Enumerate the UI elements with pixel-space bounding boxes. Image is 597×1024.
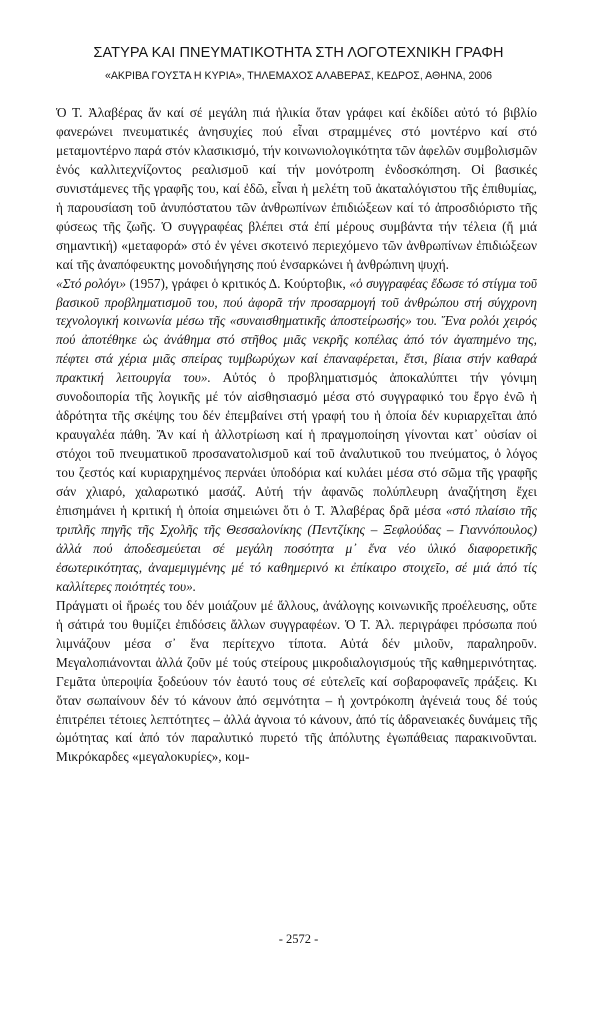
article-body <box>56 104 537 767</box>
running-header <box>40 44 557 84</box>
text-run: Πράγματι οἱ ἥρωές του δέν μοιάζουν μέ ἄλλους, ἀνάλογης κοινωνικῆς προέλευσης, οὔτε ἡ σάτιρά του θυμίζει ἐπιδόσεις ἄλλων συγγραφέων. Ὁ Τ. Ἀλ. περιγράφει πρόσωπα πού λιμνάζουν μέσα σ᾽ ἕνα περίτεχνο τίποτα. Αὐτά δέν μιλοῦν, παραληροῦν. Μεγαλοπιάνονται ἀλλά ζοῦν μέ τούς στείρους μικροδιαλογισμούς τῆς καθημερινότητας. Γεμᾶτα ὑπεροψία ξοδεύουν τόν ἑαυτό τους σέ εὐτελεῖς καί σοβαροφανεῖς πράξεις. Κι ὅταν σωπαίνουν δέν τό κάνουν ἀπό σεμνότητα – ἡ χοντρόκοπη ἀγένειά τους δέ τούς ἐπιτρέπει τέτοιες λεπτότητες – ἀλλά ἀγνοια τό κάνουν, ἀπό τίς ἀδρανειακές δυνάμεις τῆς ὠμότητας καί ἀπό τόν παραλυτικό πυρετό τῆς ἀπόλυτης ἐγωπάθειας παρακινοῦνται. Μικρόκαρδες «μεγαλοκυρίες», κομ- <box>56 597 537 765</box>
paragraph <box>56 275 537 597</box>
book-reference: «ΑΚΡΙΒΑ ΓΟΥΣΤΑ Η ΚΥΡΙΑ», ΤΗΛΕΜΑΧΟΣ ΑΛΑΒΕΡΑΣ, ΚΕΔΡΟΣ, ΑΘΗΝΑ, 2006 <box>104 70 493 82</box>
italic-text-run: «Στό ρολόγι» <box>56 275 127 291</box>
paragraph <box>56 597 537 768</box>
page-number: - 2572 - <box>278 932 319 946</box>
text-run: (1957), γράφει ὁ κριτικός Δ. Κούρτοβικ, <box>126 275 350 291</box>
paragraph <box>56 104 537 275</box>
text-run: Ὁ Τ. Ἀλαβέρας ἄν καί σέ μεγάλη πιά ἡλικία ὅταν γράφει καί ἐκδίδει αὐτό τό βιβλίο φανερώνει πνευματικές ἀνησυχίες πού εἶναι στραμμένες στό μοντέρνο καί στό μεταμοντέρνο παρά στόν κλασικισμό, τήν κοινωνιολογικότητα τῶν ἀφελῶν συμβολισμῶν ἑνός καλλιτεχνίζοντος ρεαλισμοῦ καί τήν μονότροπη ἐνδοσκόπηση. Οἱ βασικές συνιστάμενες τῆς γραφῆς του, καί ἐδῶ, εἶναι ἡ μελέτη τοῦ ἀκαταλόγιστου τῆς ἐπιθυμίας, ἡ παρουσίαση τοῦ ἀνυπόστατου τῶν ἀνθρωπίνων ἐπιδιώξεων καί τό ἀπροσδιόριστο τῆς φύσεως τῆς ζωῆς. Ὁ συγγραφέας βλέπει στά ἐπί μέρους συμβάντα τήν τέλεια (ἤ μιά σημαντική) «μεταφορά» στό ἐν γένει σκοτεινό περιεχόμενο τῶν ἀνθρωπίνων ἐπιδιώξεων καί τῆς ἀναπόφευκτης μονοδιήγησης πού ἐνσαρκώνει ἡ ἀνθρώπινη ψυχή. <box>56 105 537 272</box>
page-title: ΣΑΤΥΡΑ ΚΑΙ ΠΝΕΥΜΑΤΙΚΟΤΗΤΑ ΣΤΗ ΛΟΓΟΤΕΧΝΙΚΗ ΓΡΑΦΗ <box>93 45 504 61</box>
italic-text-run: «ὁ συγγραφέας ἔδωσε τό στίγμα τοῦ βασικοῦ προβληματισμοῦ του, πού ἀφορᾶ τήν προσαρμογή τοῦ ἀνθρώπου στή σύγχρονη τεχνολογική κοινωνία μέσω τῆς «συναισθηματικῆς ἀποστείρωσής» του. Ἕνα ρολόι χειρός πού ἀποτέθηκε ὡς ἀνάθημα στό στῆθος μιᾶς νεκρῆς κοπέλας ἀπό τόν ἀγαπημένο της, πέφτει στά χέρια μιᾶς σπείρας τυμβωρύχων καί ἐπαναφέρεται, ἔτσι, βίαια στήν καθαρά πρακτική λειτουργία του». <box>56 275 537 386</box>
italic-text-run: «στό πλαίσιο τῆς τριπλῆς πηγῆς τῆς Σχολῆς τῆς Θεσσαλονίκης (Πεντζίκης – Ξεφλούδας – Γιαννόπουλος) ἀλλά πού ἀποδεσμεύεται σέ μεγάλη ποσότητα μ᾽ ἕνα νέο ὑλικό διαφορετικῆς ἐσωτερικότητας, ἀναμεμιγμένης μέ τό καθημερινό κι ἐπίκαιρο στοιχεῖο, σέ μιά ἀπό τίς καλλίτερες ποιότητές του». <box>56 503 538 594</box>
text-run: Αὐτός ὁ προβληματισμός ἀποκαλύπτει τήν γόνιμη συνοδοιπορία τῆς λογικῆς μέ τόν αἰσθησιασμό μέσα στό συγγραφικό του ἔργο ἐνῶ ἡ ἁδρότητα τῆς σκέψης του δέν ἐπεμβαίνει στή γραφή του ἡ ὁποία δέν κυριαρχεῖται ἀπό κραυγαλέα πάθη. Ἄν καί ἡ ἀλλοτρίωση καί ἡ πραγμοποίηση γίνονται κατ᾽ οὐσίαν οἱ στόχοι τοῦ πνευματικοῦ προσανατολισμοῦ καί τοῦ ἀναλυτικοῦ του πνεύματος, ὁ λόγος του ζεστός καί κυριαρχημένος περνάει ὑποδόρια καί κυλάει μέσα στό σῶμα τῆς γραφῆς σάν χλιαρό, χαλαρωτικό μασάζ. Αὐτή τήν ἀφανῶς πολύπλευρη ἀναζήτηση ἔχει ἐπισημάνει ἡ κριτική ἡ ὁποία σημειώνει ὅτι ὁ Τ. Ἀλαβέρας δρᾶ μέσα <box>56 370 537 519</box>
